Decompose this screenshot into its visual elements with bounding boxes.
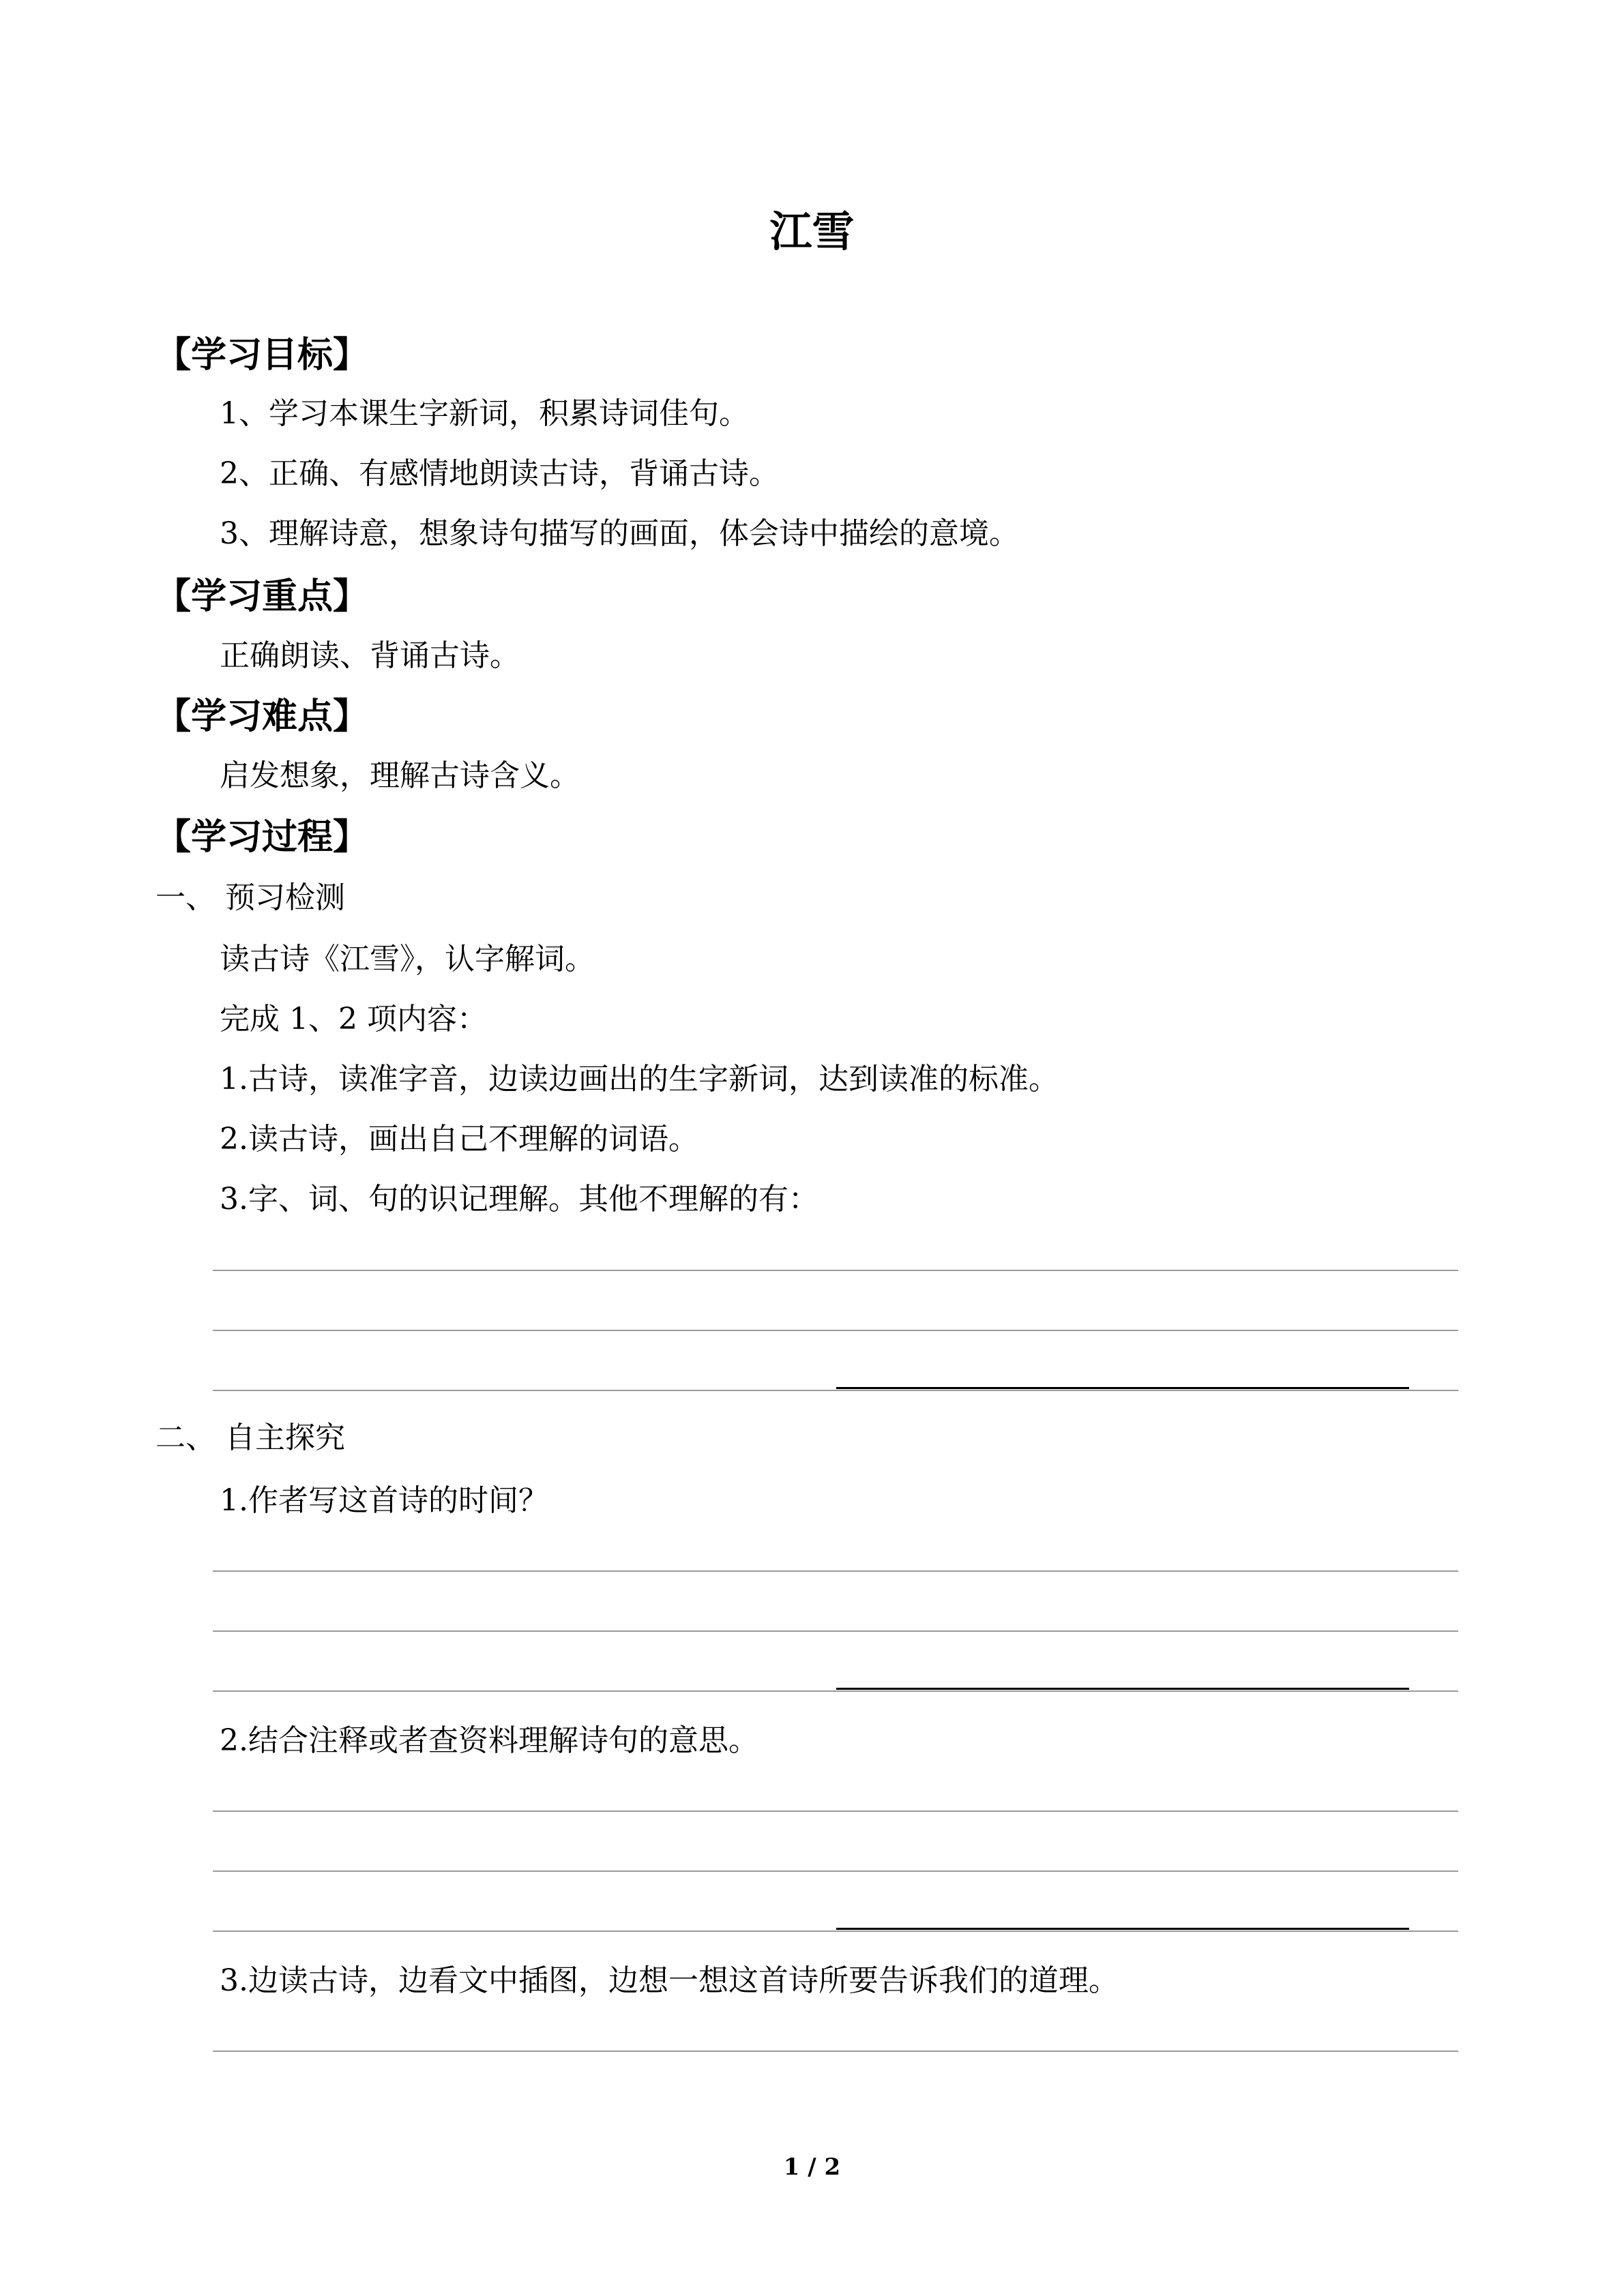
difficulty-heading: 【学习难点】: [156, 696, 369, 737]
goals-heading: 【学习目标】: [156, 335, 369, 376]
preview-line-4: 2.读古诗，画出自己不理解的词语。: [220, 1122, 698, 1157]
answer-line[interactable]: [213, 2051, 1458, 2052]
answer-line[interactable]: [213, 1570, 1458, 1572]
preview-line-3: 1.古诗，读准字音，边读边画出的生字新词，达到读准的标准。: [220, 1062, 1059, 1097]
key-heading: 【学习重点】: [156, 576, 369, 617]
process-heading: 【学习过程】: [156, 817, 369, 858]
answer-line[interactable]: [213, 1270, 1458, 1271]
explore-question-1: 1.作者写这首诗的时间？: [220, 1483, 548, 1518]
goal-item-1: 1、学习本课生字新词，积累诗词佳句。: [220, 396, 749, 431]
answer-line-dark: [836, 1928, 1409, 1930]
preview-line-1: 读古诗《江雪》，认字解词。: [220, 942, 595, 976]
explore-question-3: 3.边读古诗，边看文中插图，边想一想这首诗所要告诉我们的道理。: [220, 1963, 1119, 1998]
answer-line[interactable]: [213, 1870, 1458, 1872]
goal-item-2: 2、正确、有感情地朗读古诗，背诵古诗。: [220, 456, 779, 491]
preview-section-title: 一、 预习检测: [156, 880, 345, 915]
answer-line[interactable]: [213, 1810, 1458, 1812]
difficulty-text: 启发想象，理解古诗含义。: [220, 758, 580, 793]
preview-line-2: 完成 1、2 项内容：: [220, 1002, 487, 1037]
key-text: 正确朗读、背诵古诗。: [220, 638, 520, 673]
explore-section-title: 二、 自主探究: [156, 1420, 345, 1455]
goal-item-3: 3、理解诗意，想象诗句描写的画面，体会诗中描绘的意境。: [220, 516, 1019, 551]
answer-line[interactable]: [213, 1690, 1458, 1692]
page-title: 江雪: [769, 207, 855, 256]
answer-line-dark: [836, 1688, 1409, 1690]
answer-line-dark: [836, 1387, 1409, 1389]
answer-line[interactable]: [213, 1630, 1458, 1632]
answer-line[interactable]: [213, 1390, 1458, 1391]
page-number: 1 / 2: [783, 2153, 841, 2181]
explore-question-2: 2.结合注释或者查资料理解诗句的意思。: [220, 1723, 758, 1758]
answer-line[interactable]: [213, 1930, 1458, 1932]
answer-line[interactable]: [213, 1330, 1458, 1331]
preview-line-5: 3.字、词、句的识记理解。其他不理解的有：: [220, 1182, 818, 1217]
